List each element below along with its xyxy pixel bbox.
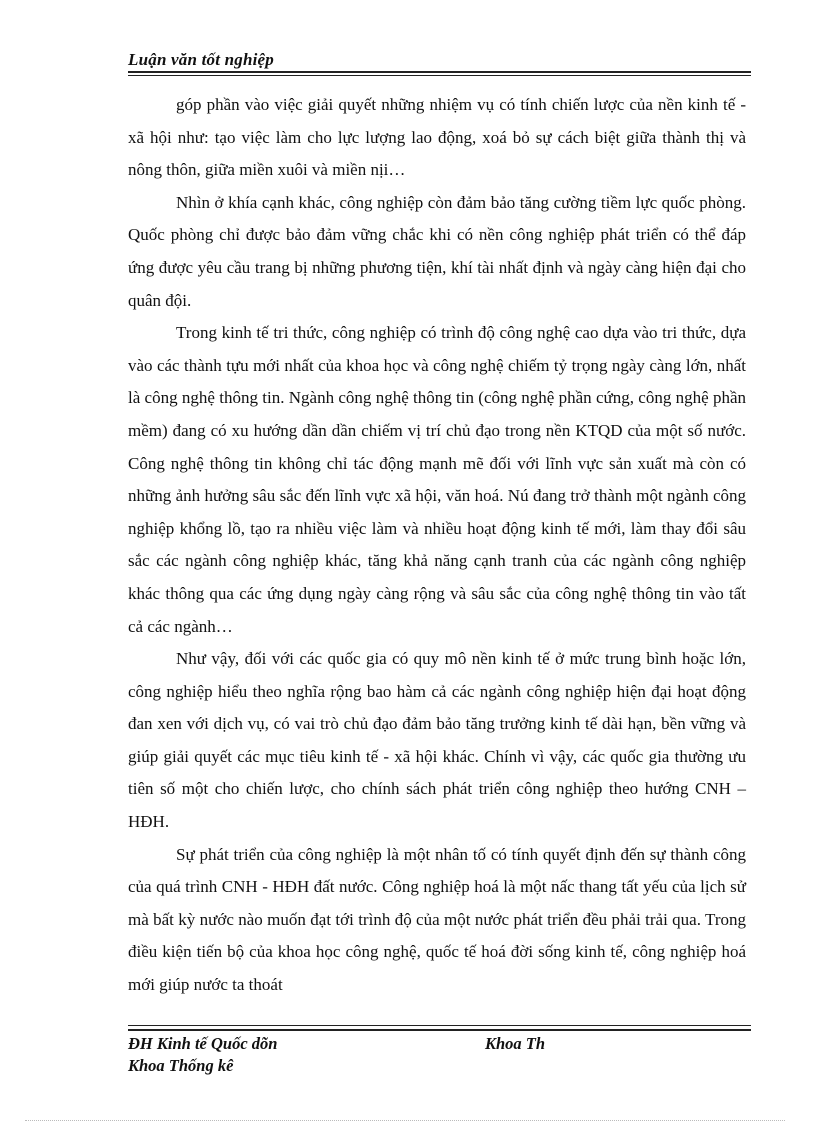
header-rule-thick (128, 71, 751, 73)
footer-faculty-left: Khoa Thống kê (128, 1056, 234, 1075)
footer-faculty-right: Khoa Th (485, 1034, 546, 1053)
header-rule-thin (128, 75, 751, 76)
page-bottom-dotted-border (25, 1120, 785, 1121)
paragraph: Như vậy, đối với các quốc gia có quy mô nền kinh tế ở mức trung bình hoặc lớn, công nghiệp hiểu theo nghĩa rộng bao hàm cả các ngành công nghiệp hiện đại hoạt động đan xen với dịch vụ, có vai trò chủ đạo đảm bảo tăng trưởng kinh tế dài hạn, bền vững và giúp giải quyết các mục tiêu kinh tế - xã hội khác. Chính vì vậy, các quốc gia thường ưu tiên số một cho chiến lược, cho chính sách phát triển công nghiệp theo hướng CNH – HĐH. (128, 649, 746, 832)
paragraph: góp phần vào việc giải quyết những nhiệm vụ có tính chiến lược của nền kinh tế - xã hội như: tạo việc làm cho lực lượng lao động, xoá bỏ sự cách biệt giữa thành thị và nông thôn, giữa miền xuôi và miền nịi… (128, 95, 746, 180)
footer-university: ĐH Kinh tế Quốc dõn (128, 1034, 278, 1053)
document-body (128, 89, 746, 1002)
footer-rule-thin (128, 1025, 751, 1026)
paragraph: Nhìn ở khía cạnh khác, công nghiệp còn đảm bảo tăng cường tiềm lực quốc phòng. Quốc phòng chỉ được bảo đảm vững chắc khi có nền công nghiệp phát triển có thể đáp ứng được yêu cầu trang bị những phương tiện, khí tài nhất định và ngày càng hiện đại cho quân đội. (128, 192, 746, 310)
page-header-title: Luận văn tốt nghiệp (128, 50, 274, 69)
paragraph: Trong kinh tế tri thức, công nghiệp có trình độ công nghệ cao dựa vào tri thức, dựa vào các thành tựu mới nhất của khoa học và công nghệ chiếm tỷ trọng ngày càng lớn, nhất là công nghệ thông tin. Ngành công nghệ thông tin (công nghệ phần cứng, công nghệ phần mềm) đang có xu hướng dần dần chiếm vị trí chủ đạo trong nền KTQD của một số nước. Công nghệ thông tin không chỉ tác động mạnh mẽ đối với lĩnh vực sản xuất mà còn có những ảnh hưởng sâu sắc đến lĩnh vực xã hội, văn hoá. Nú đang trở thành một ngành công nghiệp khổng lồ, tạo ra nhiều việc làm và nhiều hoạt động kinh tế mới, làm thay đổi sâu sắc các ngành công nghiệp khác, tăng khả năng cạnh tranh của các ngành công nghiệp khác thông qua các ứng dụng ngày càng rộng và sâu sắc của công nghệ thông tin vào tất cả các ngành… (128, 323, 746, 636)
footer-rule-thick (128, 1029, 751, 1031)
paragraph: Sự phát triển của công nghiệp là một nhân tố có tính quyết định đến sự thành công của quá trình CNH - HĐH đất nước. Công nghiệp hoá là một nấc thang tất yếu của lịch sử mà bất kỳ nước nào muốn đạt tới trình độ của một nước phát triển đều phải trải qua. Trong điều kiện tiến bộ của khoa học công nghệ, quốc tế hoá đời sống kinh tế, công nghiệp hoá mới giúp nước ta thoát (128, 844, 746, 995)
